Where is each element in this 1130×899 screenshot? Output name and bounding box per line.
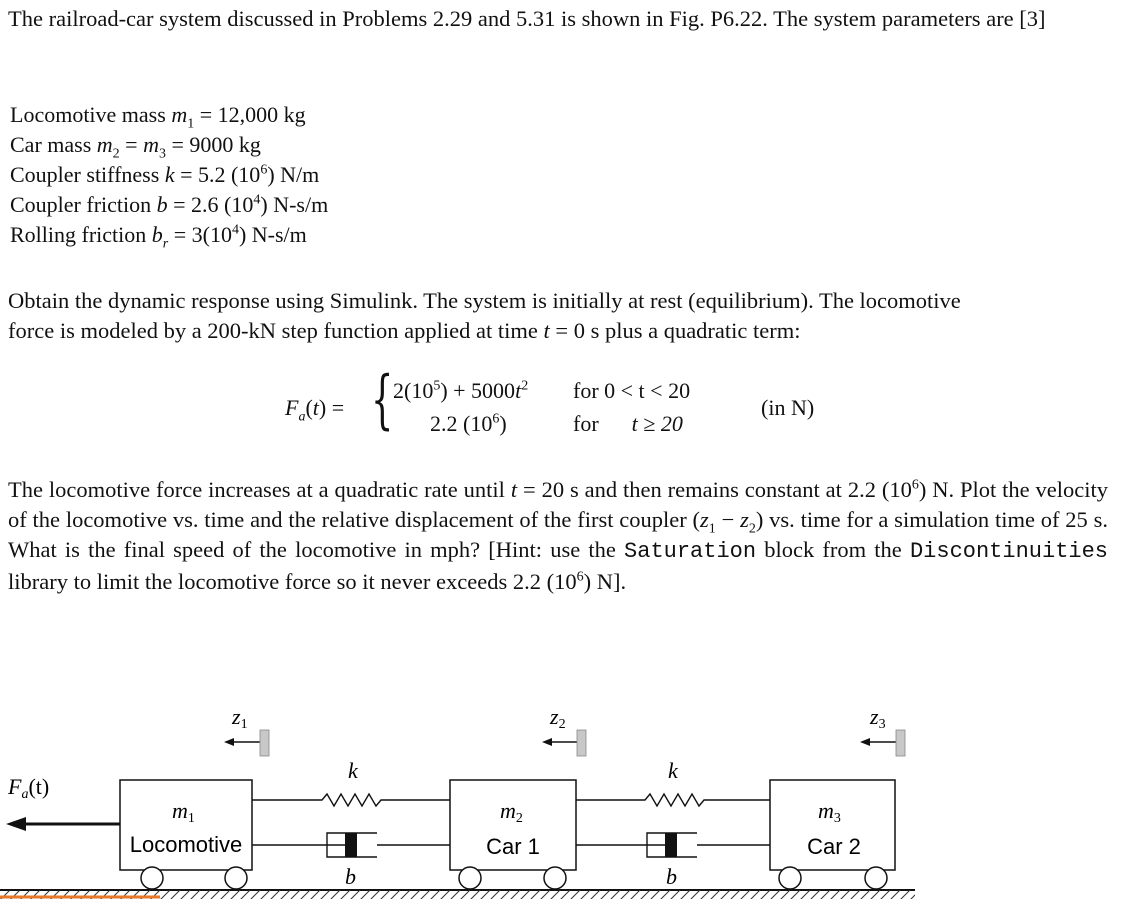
task-line1: Obtain the dynamic response using Simulink. The system is initially at rest (equilibrium). The locomotive <box>8 288 961 313</box>
parameter-list <box>10 100 328 250</box>
equation-unit: (in N) <box>761 395 815 420</box>
displacement-z2 <box>542 704 586 756</box>
equation-condition2: for t ≥ 20 <box>573 411 683 436</box>
z2-arrowhead <box>542 738 552 746</box>
mass3-name: Car 2 <box>807 834 861 859</box>
wheel-3a <box>779 867 801 889</box>
spring-1-label: k <box>348 758 358 783</box>
saturation-block-name: Saturation <box>624 539 757 564</box>
param-locomotive-mass: Locomotive mass $m_1 = 12,000$ kg <box>10 102 306 132</box>
z2-label: z2 <box>550 704 566 732</box>
z1-arrowhead <box>224 738 234 746</box>
equation-case1: $2(10^5) + 5000t^2$ <box>393 378 529 403</box>
displacement-z3 <box>860 704 905 756</box>
force-arrow-head <box>6 817 26 831</box>
wheel-3b <box>865 867 887 889</box>
mass1-name: Locomotive <box>129 832 243 857</box>
damper-2-label: b <box>666 864 677 889</box>
task-line2: force is modeled by a 200-kN step function applied at time t = 0 s plus a quadratic term: <box>8 318 801 343</box>
force-equation <box>285 363 845 444</box>
railroad-car-figure <box>0 690 1130 899</box>
force-label: Fa(t) <box>8 774 50 802</box>
spring-2-label: k <box>668 758 678 783</box>
param-rolling-friction: Rolling friction $b_r = 3(10^4)$ N-s/m <box>10 222 307 252</box>
mass2-label: m2 <box>500 798 523 826</box>
spring-1 <box>252 794 450 806</box>
param-coupler-stiffness: Coupler stiffness k = 5.2 $(10^6)$ N/m <box>10 162 320 187</box>
equation-lhs: $F_a(t)$ = <box>285 395 345 425</box>
param-coupler-friction: Coupler friction b = 2.6 $(10^4)$ N-s/m <box>10 192 329 217</box>
z1-reference <box>260 730 269 756</box>
spring-2 <box>576 794 770 806</box>
equation-brace: { <box>371 363 394 437</box>
wheel-2a <box>459 867 481 889</box>
displacement-z1 <box>224 704 269 756</box>
wheel-1a <box>141 867 163 889</box>
mass3-label: m3 <box>818 798 841 826</box>
z1-label: z1 <box>232 704 248 732</box>
z3-label: z3 <box>870 704 886 732</box>
damper-1-piston <box>345 833 357 857</box>
mass1-label: m1 <box>172 798 195 826</box>
wheel-1b <box>225 867 247 889</box>
coupler-2 <box>576 758 770 889</box>
equation-case2: 2.2 $(10^6)$ <box>430 411 507 436</box>
damper-1-label: b <box>345 864 356 889</box>
equation-condition1: for 0 < t < 20 <box>573 378 691 403</box>
intro-line1: The railroad-car system discussed in Problems 2.29 and 5.31 is shown in Fig. P6.22. The system parameters <box>8 6 981 31</box>
intro-line2: are [3] <box>986 6 1046 31</box>
discontinuities-library-name: Discontinuities <box>909 539 1109 564</box>
mass2-name: Car 1 <box>486 834 540 859</box>
coupler-1 <box>252 758 450 889</box>
damper-2-piston <box>665 833 677 857</box>
intro-paragraph <box>8 4 1108 34</box>
z3-arrowhead <box>860 738 870 746</box>
task-paragraph <box>8 286 1108 346</box>
z3-reference <box>896 730 905 756</box>
wheel-2b <box>544 867 566 889</box>
z2-reference <box>577 730 586 756</box>
conclusion-paragraph: The locomotive force increases at a quadratic rate until t = 20 s and then remains constant at 2.2 $(10^6)$ N. Plot the velocity of the locomotive vs. time and the relative displacement of the first coupler $(z_1 - z_2)$ vs. time for a simulation time of 25 s. What is the final speed of the locomotive in mph? [Hint: use the Saturation block from the Discontinuities library to limit the locomotive force so it never exceeds 2.2 $(10^6)$ N]. <box>8 477 1109 594</box>
param-car-mass: Car mass $m_2 = m_3 = 9000$ kg <box>10 132 261 162</box>
